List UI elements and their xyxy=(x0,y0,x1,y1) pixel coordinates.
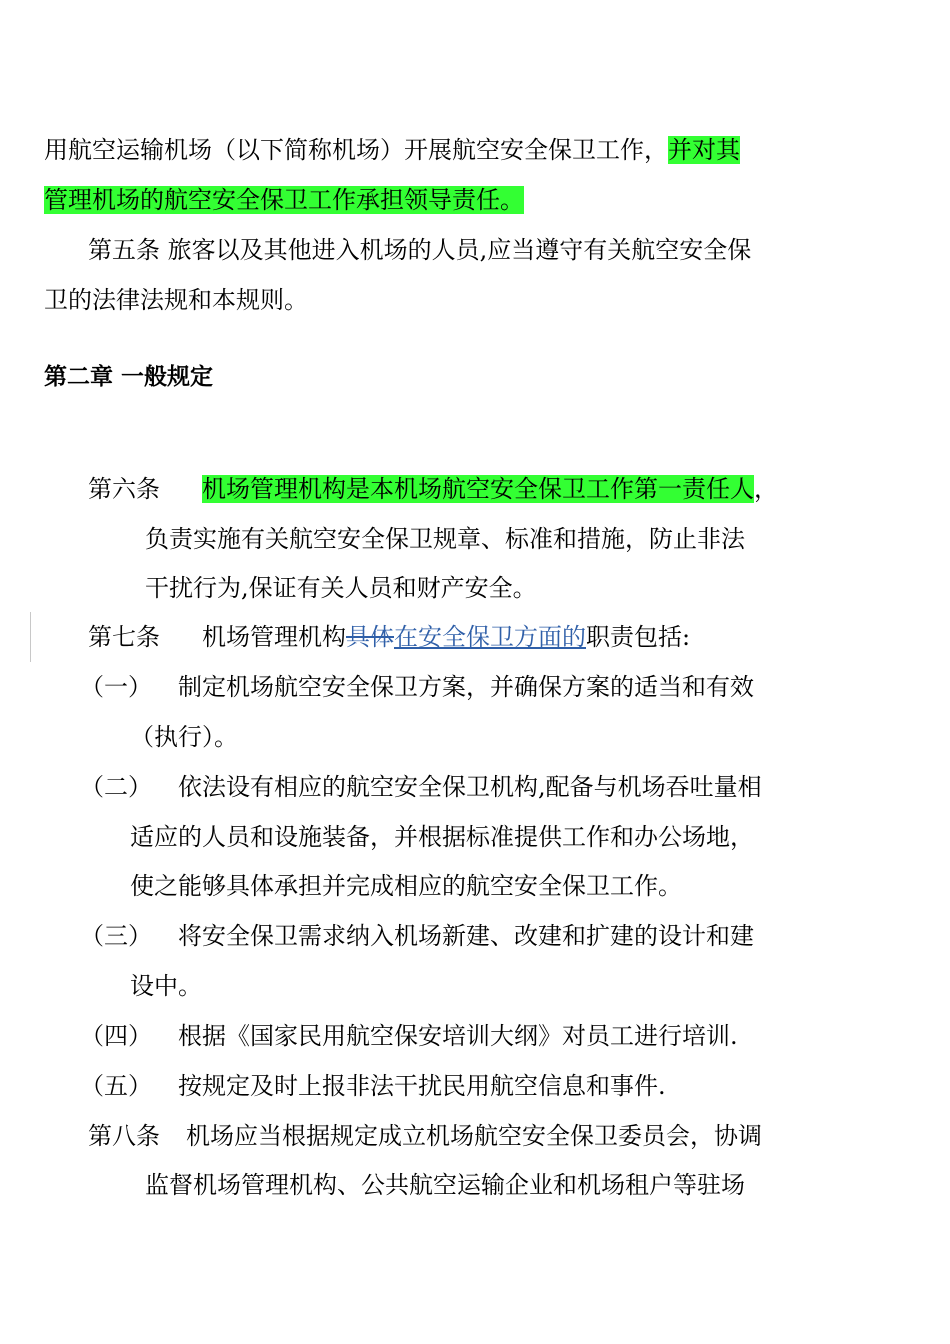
text-line xyxy=(44,183,524,217)
item-1-line-1: 制定机场航空安全保卫方案，并确保方案的适当和有效 xyxy=(178,673,754,701)
text-segment: 职责包括: xyxy=(586,623,691,651)
item-3-number: （三） xyxy=(80,922,152,950)
article-6-line-1 xyxy=(88,472,778,506)
item-2-number: （二） xyxy=(80,773,152,801)
item-4-number: （四） xyxy=(80,1022,152,1050)
article-7-line xyxy=(88,620,690,654)
item-5-number: （五） xyxy=(80,1072,152,1100)
item-2-line-3: 使之能够具体承担并完成相应的航空安全保卫工作。 xyxy=(130,872,682,900)
item-5-line-1: 按规定及时上报非法干扰民用航空信息和事件. xyxy=(178,1072,666,1100)
article-5-line-1: 第五条 旅客以及其他进入机场的人员,应当遵守有关航空安全保 xyxy=(88,236,752,264)
article-5-line-2: 卫的法律法规和本规则。 xyxy=(44,286,308,314)
text-line xyxy=(44,133,740,167)
text-segment: ， xyxy=(754,475,778,503)
item-4-line-1: 根据《国家民用航空保安培训大纲》对员工进行培训. xyxy=(178,1022,738,1050)
text-segment: 机场应当根据规定成立机场航空安全保卫委员会，协调 xyxy=(186,1122,762,1150)
item-1-number: （一） xyxy=(80,673,152,701)
highlighted-text: 并对其 xyxy=(668,136,740,164)
item-3-line-2: 设中。 xyxy=(130,972,202,1000)
item-2-line-1: 依法设有相应的航空安全保卫机构,配备与机场吞吐量相 xyxy=(178,773,762,801)
item-2-line-2: 适应的人员和设施装备，并根据标准提供工作和办公场地， xyxy=(130,823,754,851)
deleted-text: 具体 xyxy=(346,623,394,651)
chapter-heading: 第二章 一般规定 xyxy=(44,364,214,390)
text-segment: 机场管理机构 xyxy=(202,623,346,651)
highlighted-text: 管理机场的航空安全保卫工作承担领导责任。 xyxy=(44,186,524,214)
text-segment: 用航空运输机场（以下简称机场）开展航空安全保卫工作， xyxy=(44,136,668,164)
article-6-line-3: 干扰行为,保证有关人员和财产安全。 xyxy=(145,574,537,602)
revision-margin-bar xyxy=(30,612,31,662)
article-label: 第八条 xyxy=(88,1122,160,1150)
article-label: 第七条 xyxy=(88,623,160,651)
article-8-line-2: 监督机场管理机构、公共航空运输企业和机场租户等驻场 xyxy=(145,1171,745,1199)
article-label: 第六条 xyxy=(88,475,160,503)
item-3-line-1: 将安全保卫需求纳入机场新建、改建和扩建的设计和建 xyxy=(178,922,754,950)
highlighted-text: 机场管理机构是本机场航空安全保卫工作第一责任人 xyxy=(202,475,754,503)
article-6-line-2: 负责实施有关航空安全保卫规章、标准和措施，防止非法 xyxy=(145,525,745,553)
article-8-line-1 xyxy=(88,1119,762,1153)
inserted-text: 在安全保卫方面的 xyxy=(394,623,586,651)
item-1-line-2: （执行）。 xyxy=(130,723,238,751)
